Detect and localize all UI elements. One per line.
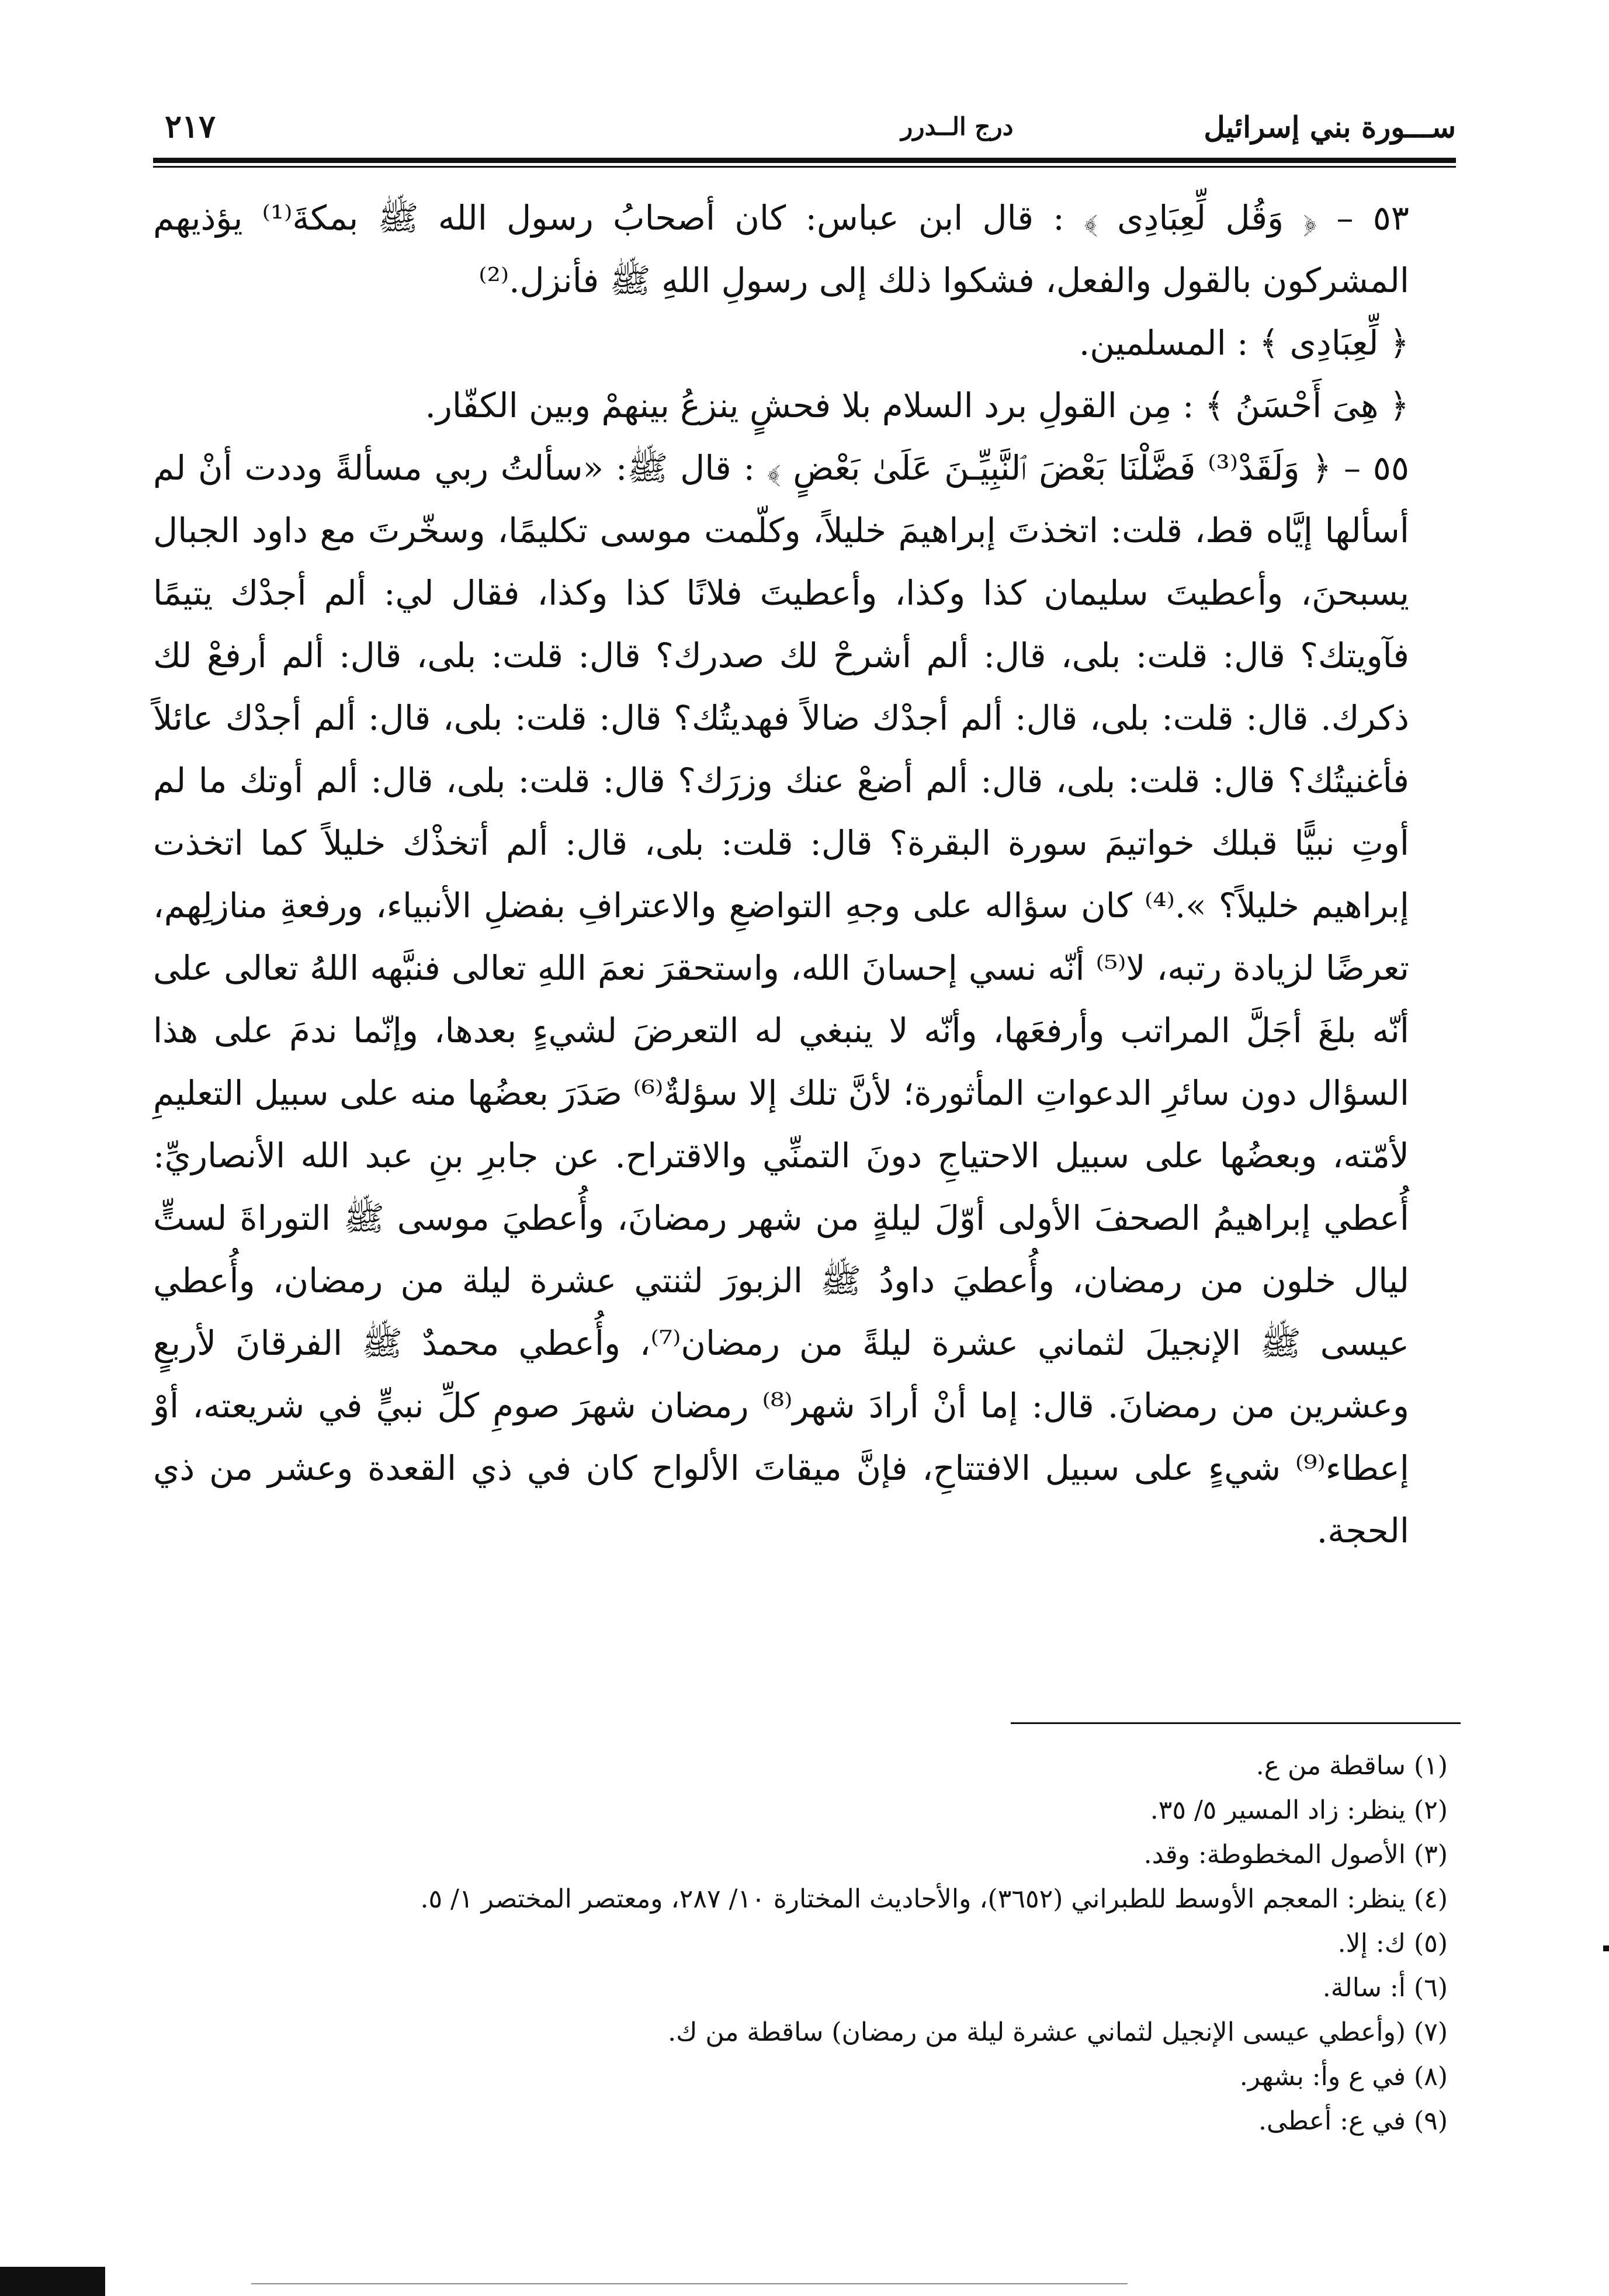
scan-artifact-line [251, 2283, 1128, 2284]
paragraph-hiya-ahsan: ﴿ هِىَ أَحْسَنُ ﴾ : مِن القولِ برد السلام بلا فحشٍ ينزعُ بينهمْ وبين الكفّار. [425, 386, 1409, 425]
footnote-3: (٣) الأصول المخطوطة: وقد. [1143, 1840, 1448, 1870]
page-number: ٢١٧ [165, 107, 216, 145]
footnote-2: (٢) ينظر: زاد المسير ٥/ ٣٥. [1150, 1795, 1448, 1825]
footnote-9: (٩) في ع: أعطى. [1258, 2106, 1448, 2136]
header-rule-thick [153, 158, 1456, 163]
footnote-5: (٥) ك: إلا. [1337, 1929, 1448, 1958]
footnote-4: (٤) ينظر: المعجم الأوسط للطبراني (٣٦٥٢)، والأحاديث المختارة ١٠/ ٢٨٧، ومعتصر المختصر ١/ ٥. [420, 1884, 1448, 1914]
footnote-7: (٧) (وأعطي عيسى الإنجيل لثماني عشرة ليلة من رمضان) ساقطة من ك. [668, 2017, 1448, 2047]
main-text [153, 187, 1456, 1562]
header-rule-thin [153, 166, 1456, 168]
paragraph-verse-55: ٥٥ – ﴿ وَلَقَدْ⁽³⁾ فَضَّلْنَا بَعْضَ ٱلنَّبِيِّـنَ عَلَىٰ بَعْضٍ ﴾ : قال ﷺ: «سألتُ ربي مسألةً وددت أنْ لم أسألها إيَّاه قط، قلت: اتخذتَ إبراهيمَ خليلاً، وكلّمت موسى تكليمًا، وسخّرتَ مع داود الجبال يسبحنَ، وأعطيتَ سليمان كذا وكذا، وأعطيتَ فلانًا كذا وكذا، فقال لي: ألم أجدْك يتيمًا فآويتك؟ قال: قلت: بلى، قال: ألم أشرحْ لك صدرك؟ قال: قلت: بلى، قال: ألم أرفعْ لك ذكرك. قال: قلت: بلى، قال: ألم أجدْك ضالاً فهديتُك؟ قال: قلت: بلى، قال: ألم أجدْك عائلاً فأغنيتُك؟ قال: قلت: بلى، قال: ألم أضعْ عنك وزرَك؟ قال: قلت: بلى، قال: ألم أوتك ما لم أوتِ نبيًّا قبلك خواتيمَ سورة البقرة؟ قال: قلت: بلى، قال: ألم أتخذْك خليلاً كما اتخذت إبراهيم خليلاً؟ ».⁽⁴⁾ كان سؤاله على وجهِ التواضعِ والاعترافِ بفضلِ الأنبياء، ورفعةِ منازلِهم، تعرضًا لزيادة رتبه، لا⁽⁵⁾ أنّه نسي إحسانَ الله، واستحقرَ نعمَ اللهِ تعالى فنبَّهه اللهُ تعالى على أنّه بلغَ أجَلَّ المراتب وأرفعَها، وأنّه لا ينبغي له التعرضَ لشيءٍ بعدها، وإنّما ندمَ على هذا السؤال دون سائرِ الدعواتِ المأثورة؛ لأنَّ تلك إلا سؤلةٌ⁽⁶⁾ صَدَرَ بعضُها منه على سبيل التعليمِ لأمّته، وبعضُها على سبيل الاحتياجِ دونَ التمنِّي والاقتراح. عن جابرِ بنِ عبد الله الأنصاريِّ: أُعطي إبراهيمُ الصحفَ الأولى أوّلَ ليلةٍ من شهر رمضانَ، وأُعطيَ موسى ﷺ التوراةَ لستٍّ ليال خلون من رمضان، وأُعطيَ داودُ ﷺ الزبورَ لثنتي عشرة ليلة من رمضان، وأُعطي عيسى ﷺ الإنجيلَ لثماني عشرة ليلةً من رمضان⁽⁷⁾، وأُعطي محمدٌ ﷺ الفرقانَ لأربعٍ وعشرين من رمضانَ. قال: إما أنْ أرادَ شهر⁽⁸⁾ رمضان شهرَ صومِ كلِّ نبيٍّ في شريعته، أوْ إعطاء⁽⁹⁾ شيءٍ على سبيل الافتتاحِ، فإنَّ ميقاتَ الألواح كان في ذي القعدة وعشر من ذي الحجة. [153, 448, 1410, 1551]
footnotes [153, 1744, 1456, 2144]
book-title: درج الــدرر [901, 112, 1014, 141]
footnote-8: (٨) في ع وأ: بشهر. [1239, 2062, 1448, 2092]
footnote-separator [1011, 1722, 1461, 1724]
surah-title: ســـورة بني إسرائيل [1204, 110, 1456, 144]
footnote-6: (٦) أ: سالة. [1322, 1973, 1448, 2003]
paragraph-verse-53: ٥٣ – ﴿ وَقُل لِّعِبَادِى ﴾ : قال ابن عباس: كان أصحابُ رسول الله ﷺ بمكةَ⁽¹⁾ يؤذيهم المشركون بالقول والفعل، فشكوا ذلك إلى رسولِ اللهِ ﷺ فأنزل.⁽²⁾ [153, 198, 1410, 300]
scan-artifact-dot [1603, 1945, 1609, 1951]
scan-artifact-bar [0, 2267, 105, 2296]
footnote-1: (١) ساقطة من ع. [1256, 1751, 1448, 1781]
running-header [153, 104, 1456, 157]
paragraph-li-ibadi: ﴿ لِّعِبَادِى ﴾ : المسلمين. [1079, 323, 1409, 363]
